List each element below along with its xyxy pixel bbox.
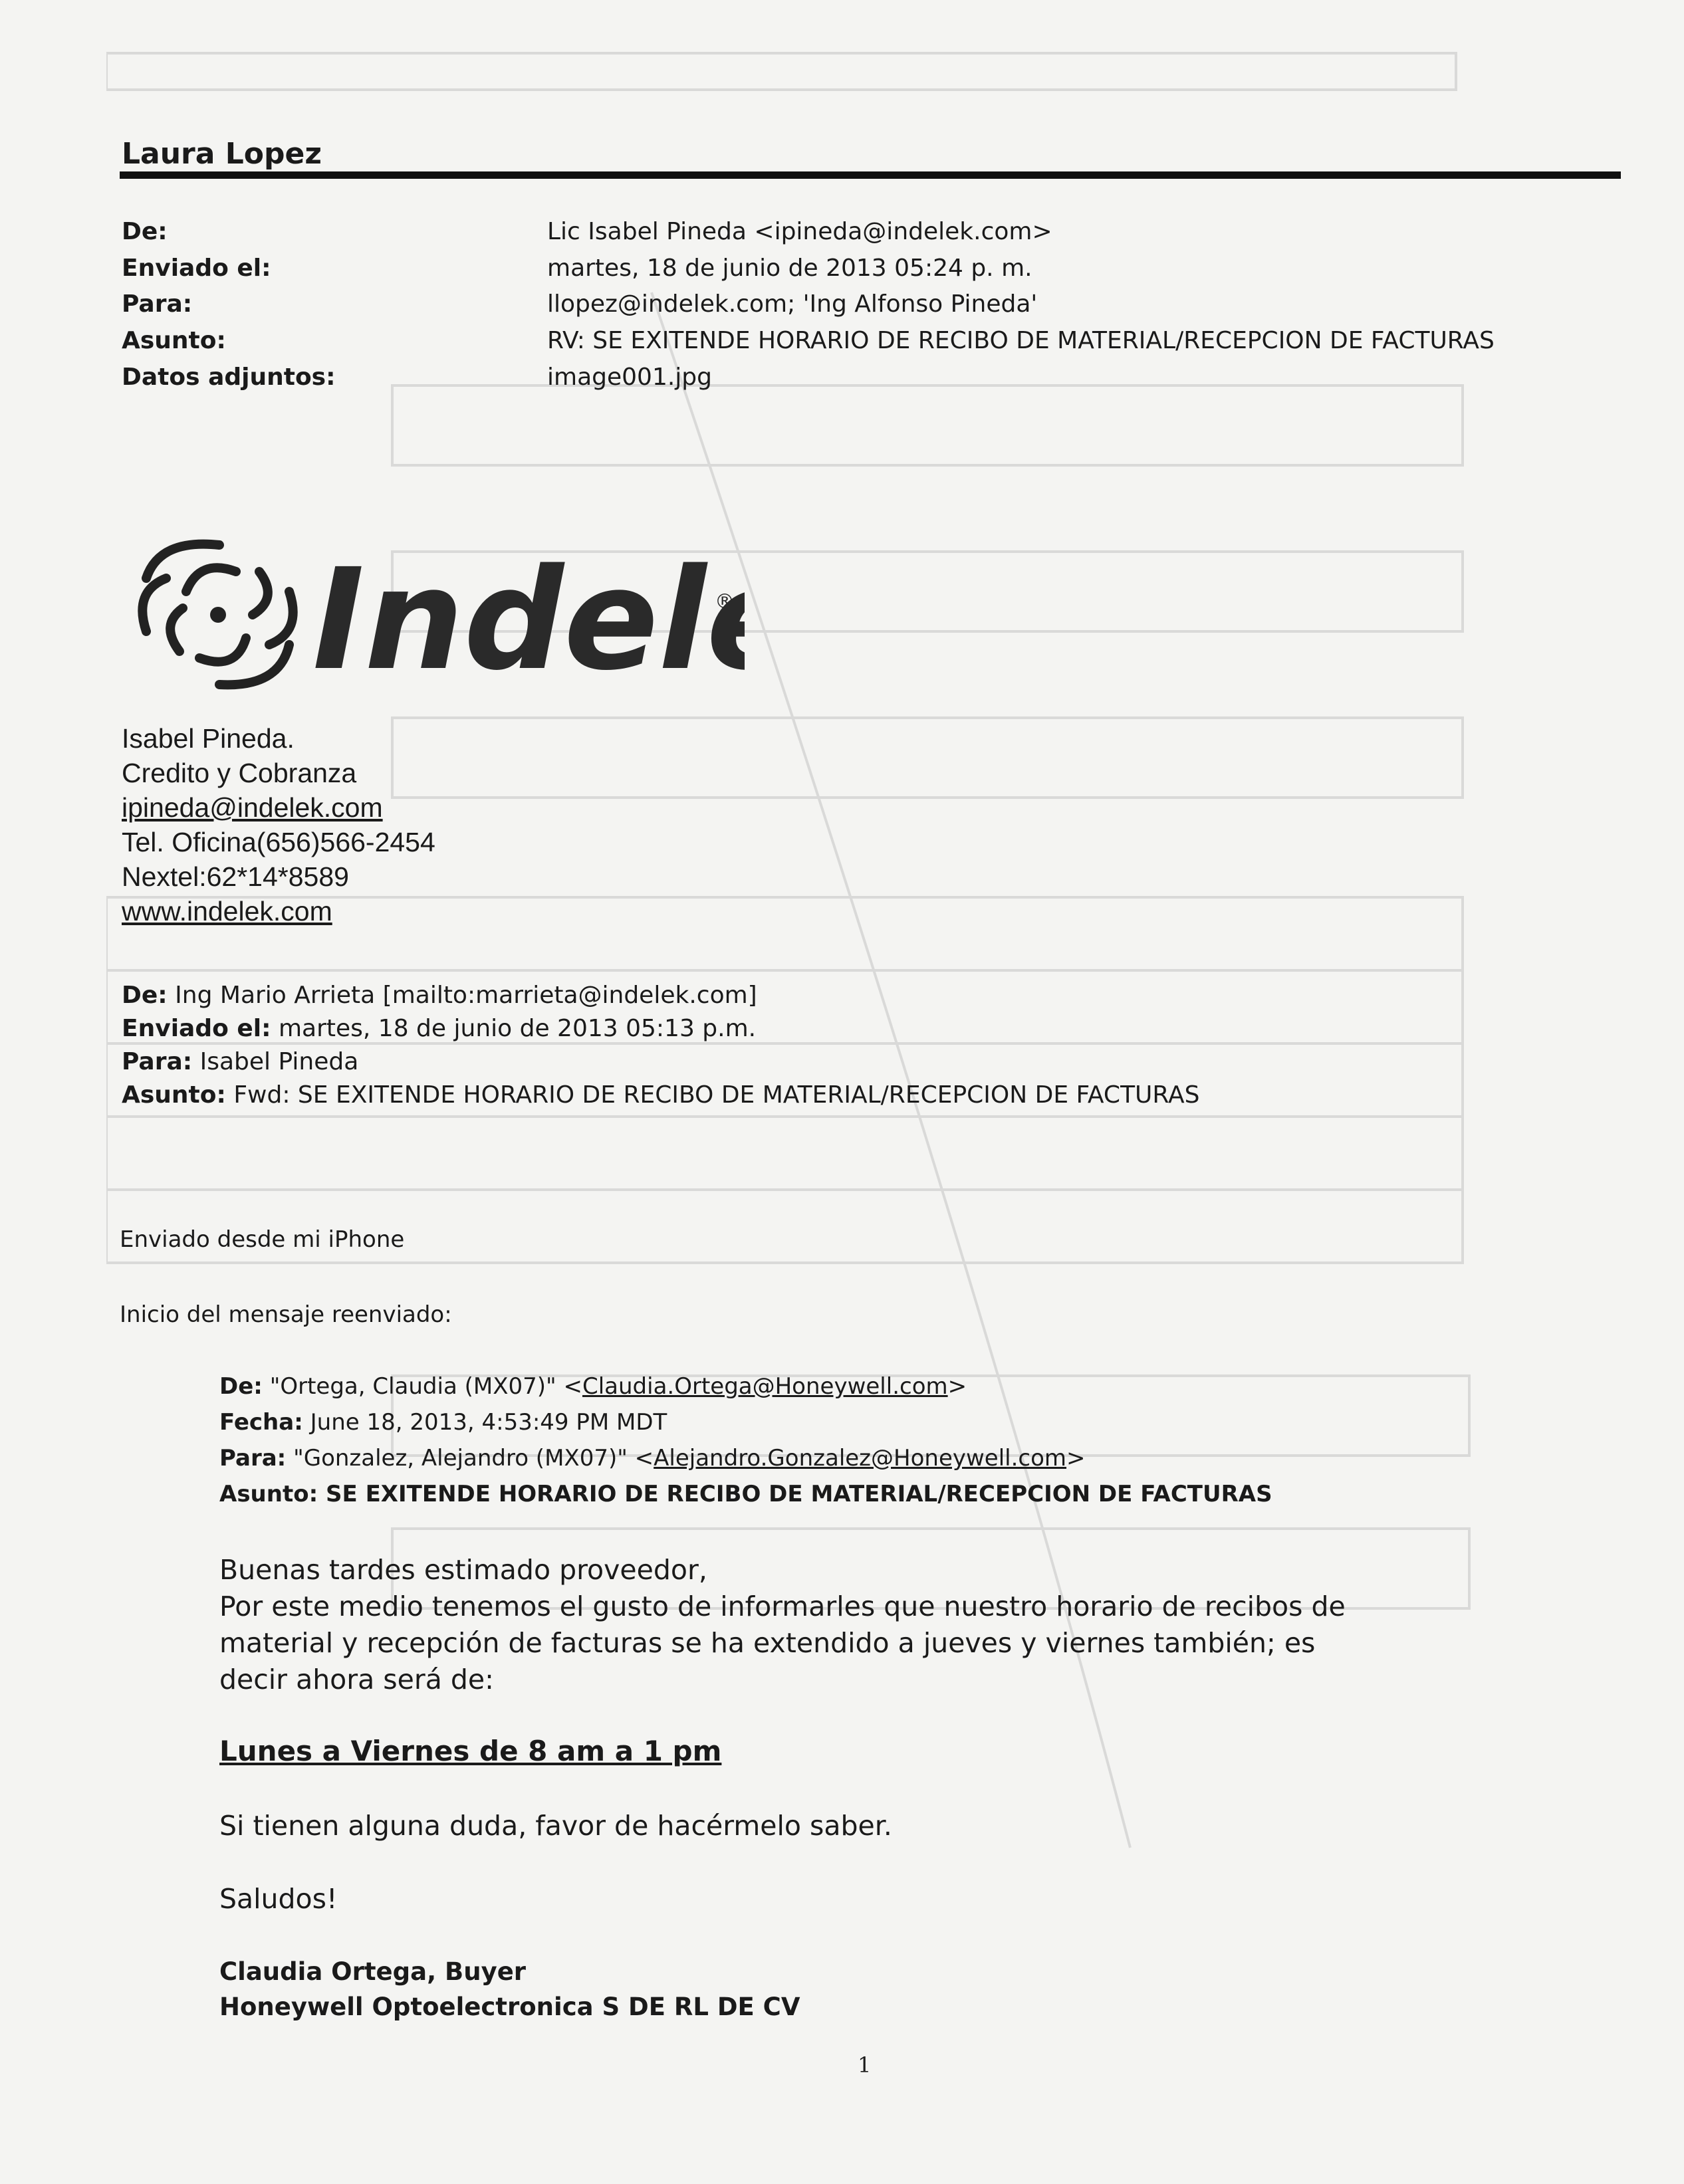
signature-phone: Tel. Oficina(656)566-2454: [122, 827, 435, 857]
signature-nextel: Nextel:62*14*8589: [122, 861, 349, 892]
signature-email-link[interactable]: ipineda@indelek.com: [122, 792, 383, 823]
original-to: [219, 1445, 1086, 1472]
schedule-highlight: Lunes a Viernes de 8 am a 1 pm: [219, 1735, 722, 1767]
original-to-label: Para:: [219, 1445, 287, 1472]
forwarded-sent-label: Enviado el:: [122, 1015, 271, 1042]
subject-value: RV: SE EXITENDE HORARIO DE RECIBO DE MATERIAL/RECEPCION DE FACTURAS: [547, 327, 1495, 354]
sent-from-device: Enviado desde mi iPhone: [120, 1226, 405, 1253]
forwarded-from: [122, 982, 757, 1009]
message-closing: Saludos!: [219, 1883, 338, 1915]
original-subject-value: SE EXITENDE HORARIO DE RECIBO DE MATERIAL/RECEPCION DE FACTURAS: [326, 1481, 1272, 1507]
forwarded-sent-value: martes, 18 de junio de 2013 05:13 p.m.: [278, 1015, 757, 1042]
forwarded-subject: [122, 1081, 1199, 1109]
signer-company: Honeywell Optoelectronica S DE RL DE CV: [219, 1993, 800, 2021]
to-label: Para:: [122, 290, 193, 318]
message-line-2: material y recepción de facturas se ha extendido a jueves y viernes también; es: [219, 1627, 1316, 1659]
original-date-label: Fecha:: [219, 1409, 303, 1436]
original-from-label: De:: [219, 1373, 263, 1400]
sent-value: martes, 18 de junio de 2013 05:24 p. m.: [547, 255, 1032, 282]
forwarded-from-value: Ing Mario Arrieta [mailto:marrieta@indelek.com]: [175, 982, 757, 1009]
signature-department: Credito y Cobranza: [122, 758, 357, 788]
page-number: 1: [858, 2052, 872, 2078]
original-to-email-link[interactable]: Alejandro.Gonzalez@Honeywell.com: [654, 1445, 1067, 1472]
message-line-3: decir ahora será de:: [219, 1664, 494, 1695]
signature-name: Isabel Pineda.: [122, 723, 295, 754]
original-to-close: >: [1066, 1445, 1086, 1472]
forwarded-subject-label: Asunto:: [122, 1081, 226, 1109]
registered-mark: ®: [715, 590, 735, 613]
signature-website-link[interactable]: www.indelek.com: [122, 896, 332, 927]
original-subject: [219, 1481, 1272, 1507]
attachments-label: Datos adjuntos:: [122, 364, 336, 391]
from-value: Lic Isabel Pineda <ipineda@indelek.com>: [547, 218, 1052, 245]
forward-start: Inicio del mensaje reenviado:: [120, 1301, 452, 1328]
forwarded-to-label: Para:: [122, 1048, 193, 1075]
message-question: Si tienen alguna duda, favor de hacérmelo saber.: [219, 1810, 892, 1842]
forwarded-to-value: Isabel Pineda: [199, 1048, 359, 1075]
forwarded-from-label: De:: [122, 982, 168, 1009]
indelek-swirl-icon: [120, 532, 745, 695]
subject-label: Asunto:: [122, 327, 226, 354]
logo-wordmark: Indel: [312, 538, 707, 695]
forwarded-to: [122, 1048, 358, 1075]
original-from-email-link[interactable]: Claudia.Ortega@Honeywell.com: [582, 1373, 948, 1400]
original-to-name: "Gonzalez, Alejandro (MX07)" <: [293, 1445, 654, 1472]
forwarded-sent: [122, 1015, 756, 1042]
from-label: De:: [122, 218, 168, 245]
message-greeting: Buenas tardes estimado proveedor,: [219, 1554, 707, 1586]
mailbox-owner-name: Laura Lopez: [122, 137, 322, 171]
attachment-file: image001.jpg: [547, 364, 712, 391]
original-from-name: "Ortega, Claudia (MX07)" <: [269, 1373, 582, 1400]
original-date: [219, 1409, 667, 1436]
header-rule: [120, 171, 1621, 179]
message-line-1: Por este medio tenemos el gusto de informarles que nuestro horario de recibos de: [219, 1590, 1346, 1622]
original-date-value: June 18, 2013, 4:53:49 PM MDT: [310, 1409, 667, 1436]
sent-label: Enviado el:: [122, 255, 271, 282]
signer-name: Claudia Ortega, Buyer: [219, 1957, 527, 1986]
to-value: llopez@indelek.com; 'Ing Alfonso Pineda': [547, 290, 1038, 318]
indelek-logo: [120, 532, 745, 695]
original-from: [219, 1373, 967, 1400]
original-subject-label: Asunto:: [219, 1481, 318, 1507]
forwarded-subject-value: Fwd: SE EXITENDE HORARIO DE RECIBO DE MATERIAL/RECEPCION DE FACTURAS: [233, 1081, 1200, 1109]
original-from-close: >: [947, 1373, 967, 1400]
